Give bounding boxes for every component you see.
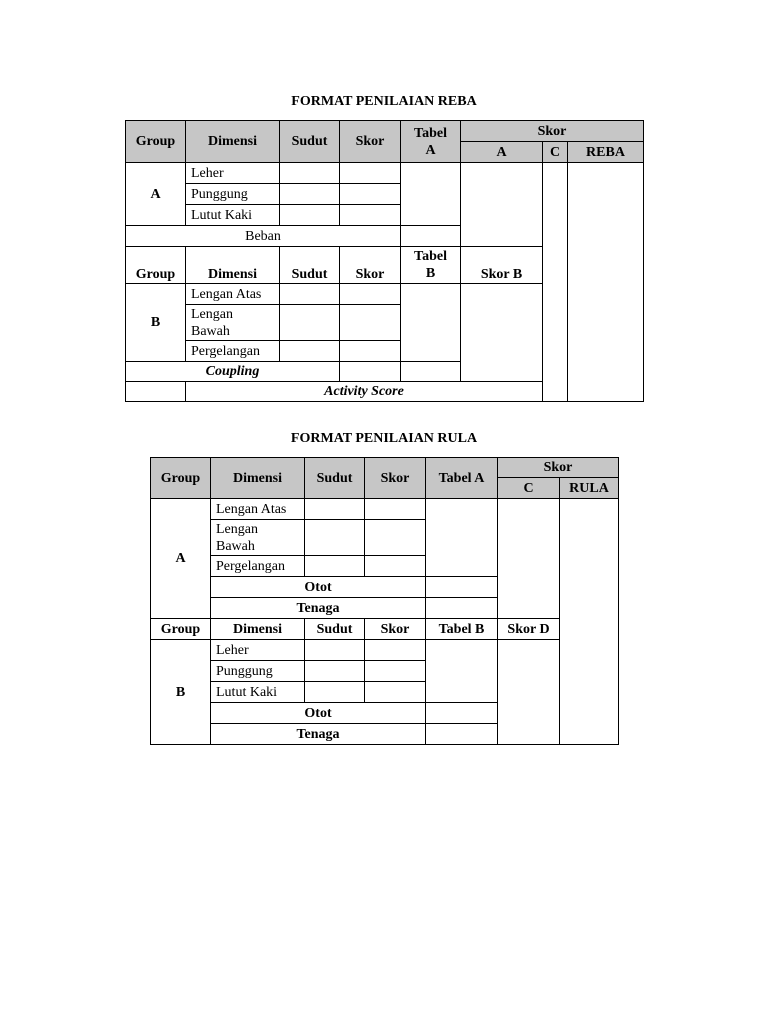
rula-sudut-cell[interactable] (305, 640, 365, 661)
reba-header-b-tabel-b: Tabel B (401, 247, 461, 284)
rula-group-b-label: B (151, 640, 211, 745)
reba-header-dimensi: Dimensi (186, 121, 280, 163)
reba-skor-cell[interactable] (340, 184, 401, 205)
reba-skor-cell[interactable] (340, 305, 401, 341)
rula-tenaga-b-label: Tenaga (211, 724, 426, 745)
rula-header-b-skor-d: Skor D (498, 619, 560, 640)
rula-header-b-tabel-b: Tabel B (426, 619, 498, 640)
reba-dimensi-cell: Lengan Bawah (186, 305, 280, 341)
rula-skor-cell[interactable] (365, 661, 426, 682)
reba-header-skor-group: Skor (461, 121, 644, 142)
rula-dimensi-cell: Lengan Atas (211, 499, 305, 520)
reba-sudut-cell[interactable] (280, 205, 340, 226)
rula-dimensi-cell: Pergelangan (211, 556, 305, 577)
reba-beban-label: Beban (126, 226, 401, 247)
reba-dimensi-cell: Pergelangan (186, 341, 280, 362)
rula-tenaga-a-value-cell[interactable] (426, 598, 498, 619)
reba-header-sub-c: C (543, 142, 568, 163)
reba-sudut-cell[interactable] (280, 184, 340, 205)
rula-tabel-a-cell[interactable] (426, 499, 498, 577)
rula-sudut-cell[interactable] (305, 661, 365, 682)
reba-sudut-cell[interactable] (280, 163, 340, 184)
rula-sudut-cell[interactable] (305, 520, 365, 556)
rula-skor-c-cell[interactable] (498, 499, 560, 619)
rula-tabel-b-cell[interactable] (426, 640, 498, 703)
rula-header-b-dimensi: Dimensi (211, 619, 305, 640)
reba-skor-c-cell[interactable] (543, 163, 568, 402)
reba-header-group: Group (126, 121, 186, 163)
rula-sudut-cell[interactable] (305, 682, 365, 703)
reba-header-skor: Skor (340, 121, 401, 163)
reba-skor-cell[interactable] (340, 163, 401, 184)
rula-tenaga-b-value-cell[interactable] (426, 724, 498, 745)
reba-dimensi-cell: Punggung (186, 184, 280, 205)
reba-header-b-group: Group (126, 247, 186, 284)
rula-skor-cell[interactable] (365, 682, 426, 703)
reba-group-blank-cell (126, 382, 186, 402)
rula-header-b-sudut: Sudut (305, 619, 365, 640)
reba-table (125, 120, 644, 402)
rula-rula-score-cell[interactable] (560, 499, 619, 745)
rula-header-tabel-a: Tabel A (426, 458, 498, 499)
rula-header-sub-rula: RULA (560, 478, 619, 499)
reba-tabel-b-cell[interactable] (401, 284, 461, 362)
rula-skor-cell[interactable] (365, 520, 426, 556)
reba-header-b-skor-b: Skor B (461, 247, 543, 284)
rula-group-a-label: A (151, 499, 211, 619)
rula-header-skor: Skor (365, 458, 426, 499)
reba-coupling-label: Coupling (126, 362, 340, 382)
rula-otot-b-value-cell[interactable] (426, 703, 498, 724)
reba-sudut-cell[interactable] (280, 341, 340, 362)
reba-skor-cell[interactable] (340, 205, 401, 226)
rula-sudut-cell[interactable] (305, 556, 365, 577)
reba-sudut-cell[interactable] (280, 305, 340, 341)
rula-header-group: Group (151, 458, 211, 499)
reba-reba-score-cell[interactable] (568, 163, 644, 402)
rula-dimensi-cell: Lengan Bawah (211, 520, 305, 556)
reba-sudut-cell[interactable] (280, 284, 340, 305)
rula-skor-cell[interactable] (365, 640, 426, 661)
rula-dimensi-cell: Leher (211, 640, 305, 661)
reba-skor-cell[interactable] (340, 284, 401, 305)
rula-skor-cell[interactable] (365, 499, 426, 520)
reba-header-tabel-a: Tabel A (401, 121, 461, 163)
rula-header-sudut: Sudut (305, 458, 365, 499)
reba-skor-b-cell[interactable] (461, 284, 543, 382)
rula-dimensi-cell: Punggung (211, 661, 305, 682)
reba-header-b-sudut: Sudut (280, 247, 340, 284)
reba-title: FORMAT PENILAIAN REBA (291, 94, 477, 109)
rula-skor-cell[interactable] (365, 556, 426, 577)
rula-header-sub-c: C (498, 478, 560, 499)
reba-beban-value-cell[interactable] (401, 226, 461, 247)
rula-otot-a-label: Otot (211, 577, 426, 598)
rula-header-dimensi: Dimensi (211, 458, 305, 499)
reba-group-a-label: A (126, 163, 186, 226)
rula-tenaga-a-label: Tenaga (211, 598, 426, 619)
reba-activity-score-label: Activity Score (186, 382, 543, 402)
reba-skor-cell[interactable] (340, 341, 401, 362)
rula-table (150, 457, 619, 745)
reba-group-b-label: B (126, 284, 186, 362)
rula-title: FORMAT PENILAIAN RULA (290, 431, 478, 446)
rula-header-b-skor: Skor (365, 619, 426, 640)
rula-otot-b-label: Otot (211, 703, 426, 724)
rula-dimensi-cell: Lutut Kaki (211, 682, 305, 703)
reba-header-b-dimensi: Dimensi (186, 247, 280, 284)
rula-header-skor-group: Skor (498, 458, 619, 478)
reba-header-sudut: Sudut (280, 121, 340, 163)
rula-sudut-cell[interactable] (305, 499, 365, 520)
rula-otot-a-value-cell[interactable] (426, 577, 498, 598)
rula-header-b-group: Group (151, 619, 211, 640)
reba-tabel-a-cell[interactable] (401, 163, 461, 226)
reba-skor-a-cell[interactable] (461, 163, 543, 247)
reba-coupling-value-cell[interactable] (340, 362, 401, 382)
reba-header-b-skor: Skor (340, 247, 401, 284)
rula-skor-d-cell[interactable] (498, 640, 560, 745)
reba-dimensi-cell: Lengan Atas (186, 284, 280, 305)
reba-header-sub-reba: REBA (568, 142, 644, 163)
reba-dimensi-cell: Leher (186, 163, 280, 184)
reba-dimensi-cell: Lutut Kaki (186, 205, 280, 226)
reba-header-sub-a: A (461, 142, 543, 163)
